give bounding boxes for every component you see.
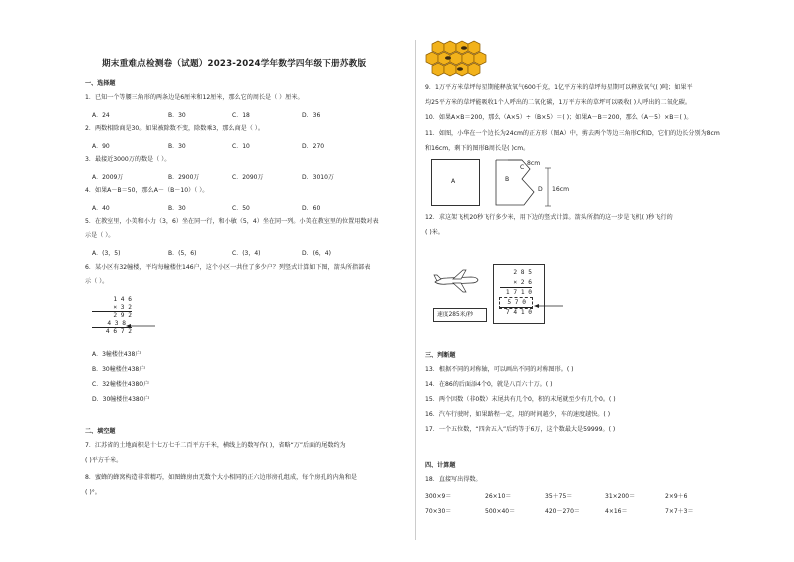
q13-text: 13．根据不同的对称轴，可以画出不同的对称图形。( ) <box>425 366 574 373</box>
q6-opt-c: C．32幢楼住4380户 <box>92 381 150 388</box>
q2-text: 2．两数相除商是30。如果被除数不变，除数乘3，那么商是（ ）。 <box>85 125 264 132</box>
q1-opt-c: C．18 <box>232 112 250 119</box>
q14-text: 14．在86的后面添4个0，就是八百六十万。( ) <box>425 381 553 388</box>
calc-item: 2×9＋6 <box>665 493 688 500</box>
calc-item: 7×7＋3＝ <box>665 508 694 515</box>
q16-text: 16．汽车行驶时，如果路程一定，用的时间越少，车的速度越快。( ) <box>425 411 611 418</box>
calc-line: 2 8 5 <box>513 269 532 276</box>
calc-line: 4 6 7 2 <box>105 328 132 336</box>
q8-text-line1: 8．蜜蜂的蜂窝构造非常精巧，如图蜂房由无数个大小相同的正六边形房孔组成，每个房孔的内角和是 <box>85 474 358 481</box>
q3-opt-b: B．2900万 <box>168 174 200 181</box>
label-a: A <box>451 178 456 185</box>
q12-arrow-icon <box>534 303 564 309</box>
q6-opt-b: B．30幢楼住438户 <box>92 366 146 373</box>
q17-text: 17．一个五位数，“四舍五入”后约等于6万，这个数最大是59999。( ) <box>425 426 616 433</box>
honeycomb-image <box>424 40 490 82</box>
q12-text-line2: ( )米。 <box>425 229 444 236</box>
square-a <box>431 159 480 206</box>
q11-text-line1: 11．如图，小华在一个边长为24cm的正方形（图A）中，剪去两个等边三角形C和D，它们的边长分别为8cm <box>425 130 720 137</box>
section-judge: 三、判断题 <box>425 352 456 359</box>
q3-opt-c: C．2090万 <box>232 174 264 181</box>
calc-line: × 3 2 <box>92 304 132 313</box>
calc-item: 70×30＝ <box>425 508 452 515</box>
page-title: 期末重难点检测卷（试题）2023-2024学年数学四年级下册苏教版 <box>102 59 367 69</box>
calc-item: 420－270＝ <box>545 508 580 515</box>
calc-line: 1 7 1 0 <box>505 289 532 297</box>
q4-opt-b: B．30 <box>168 205 186 212</box>
q9-text-line2: 均25平方米的草坪能吸收1个人呼出的二氧化碳，1万平方米的草坪可以吸收( )人呼出的二氧化碳。 <box>425 99 691 106</box>
section-choice: 一、选择题 <box>85 80 116 87</box>
section-calc: 四、计算题 <box>425 462 456 469</box>
q3-opt-d: D．3010万 <box>302 174 334 181</box>
q5-opt-d: D．(6，4) <box>302 250 331 257</box>
airplane-icon <box>433 268 479 294</box>
q5-opt-c: C．(3，4) <box>232 250 261 257</box>
calc-line: 4 3 8 <box>92 320 132 329</box>
q6-arrow-icon <box>126 323 156 329</box>
q12-vertical-calc <box>500 268 532 318</box>
q9-text-line1: 9．1万平方米草坪每星期能释放氧气600千克，1亿平方米的草坪每星期可以释放氧气( )吨；如果平 <box>425 84 693 91</box>
q6-vertical-calc <box>92 296 132 336</box>
q2-opt-a: A．90 <box>92 143 110 150</box>
q12-text-line1: 12．求这架飞机20秒飞行多少米，用下边的竖式计算。箭头所指的这一步是飞机( )秒飞行的 <box>425 214 673 221</box>
q7-text-line1: 7．江苏省的土地面积是十七万七千二百平方千米，横线上的数写作( )，省略“万”后面的尾数约为 <box>85 442 346 449</box>
label-b: B <box>505 176 510 183</box>
label-c-size: 8cm <box>527 160 541 167</box>
calc-item: 500×40＝ <box>485 508 516 515</box>
q6-opt-d: D．30幢楼住4380户 <box>92 396 150 403</box>
q1-text: 1．已知一个等腰三角形的两条边是6厘米和12厘米，那么它的周长是（ ）厘米。 <box>85 94 304 101</box>
q7-text-line2: ( )平方千米。 <box>85 457 123 464</box>
q4-opt-d: D．60 <box>302 205 321 212</box>
q1-opt-a: A．24 <box>92 112 110 119</box>
q4-opt-c: C．50 <box>232 205 250 212</box>
q1-opt-b: B．30 <box>168 112 186 119</box>
q10-text: 10．如果A×B＝200，那么（A×5）÷（B×5）＝( )；如果A－B＝200，那么（A－5）×B＝( )。 <box>425 114 693 121</box>
q2-opt-b: B．30 <box>168 143 186 150</box>
calc-line: 7 4 1 0 <box>505 309 532 317</box>
calc-line: 2 9 2 <box>113 312 132 320</box>
speed-box <box>433 308 487 322</box>
q5-text-line2: 示是（ ）。 <box>85 232 115 239</box>
q8-text-line2: ( )°。 <box>85 489 101 496</box>
q18-text: 18．直接写出得数。 <box>425 476 482 483</box>
label-d: D <box>538 186 543 193</box>
section-fill: 二、填空题 <box>85 428 116 435</box>
q3-text: 3．最接近3000万的数是（ ）。 <box>85 156 171 163</box>
column-divider <box>415 40 416 540</box>
dimension-line <box>545 167 551 207</box>
q3-opt-a: A．2009万 <box>92 174 124 181</box>
label-d-size: 16cm <box>552 186 570 193</box>
calc-item: 31×200＝ <box>605 493 636 500</box>
q6-opt-a: A．3幢楼住438户 <box>92 351 142 358</box>
q5-opt-a: A．(3，5) <box>92 250 121 257</box>
q5-opt-b: B．(5，6) <box>168 250 197 257</box>
q11-text-line2: 和16cm，剩下的图形B周长是( )cm。 <box>425 145 530 152</box>
calc-line: 1 4 6 <box>113 296 132 303</box>
q2-opt-c: C．10 <box>232 143 250 150</box>
calc-item: 4×16＝ <box>605 508 628 515</box>
q4-opt-a: A．40 <box>92 205 110 212</box>
calc-line: × 2 6 <box>500 278 532 289</box>
speed-label: 速度285米/秒 <box>437 312 474 318</box>
q15-text: 15．两个因数（非0数）末尾共有几个0，积的末尾就至少有几个0。( ) <box>425 396 616 403</box>
calc-item: 300×9＝ <box>425 493 452 500</box>
calc-line: 5 7 0 <box>500 298 532 309</box>
q5-text-line1: 5．在教室里，小美和小力（3，6）坐在同一行，和小敏（5，4）坐在同一列。小美在教室里的位置用数对表 <box>85 218 379 225</box>
calc-item: 26×10＝ <box>485 493 512 500</box>
q1-opt-d: D．36 <box>302 112 321 119</box>
calc-item: 35＋75＝ <box>545 493 573 500</box>
q4-text: 4．如果A－B＝50，那么A－（B－10）（ ）。 <box>85 187 209 194</box>
q6-text-line1: 6．某小区有32幢楼，平均每幢楼住146户，这个小区一共住了多少户？列竖式计算如下图，箭头所指部表 <box>85 264 371 271</box>
q2-opt-d: D．270 <box>302 143 325 150</box>
label-c: C <box>520 164 525 171</box>
q6-text-line2: 示（ ）。 <box>85 278 109 285</box>
